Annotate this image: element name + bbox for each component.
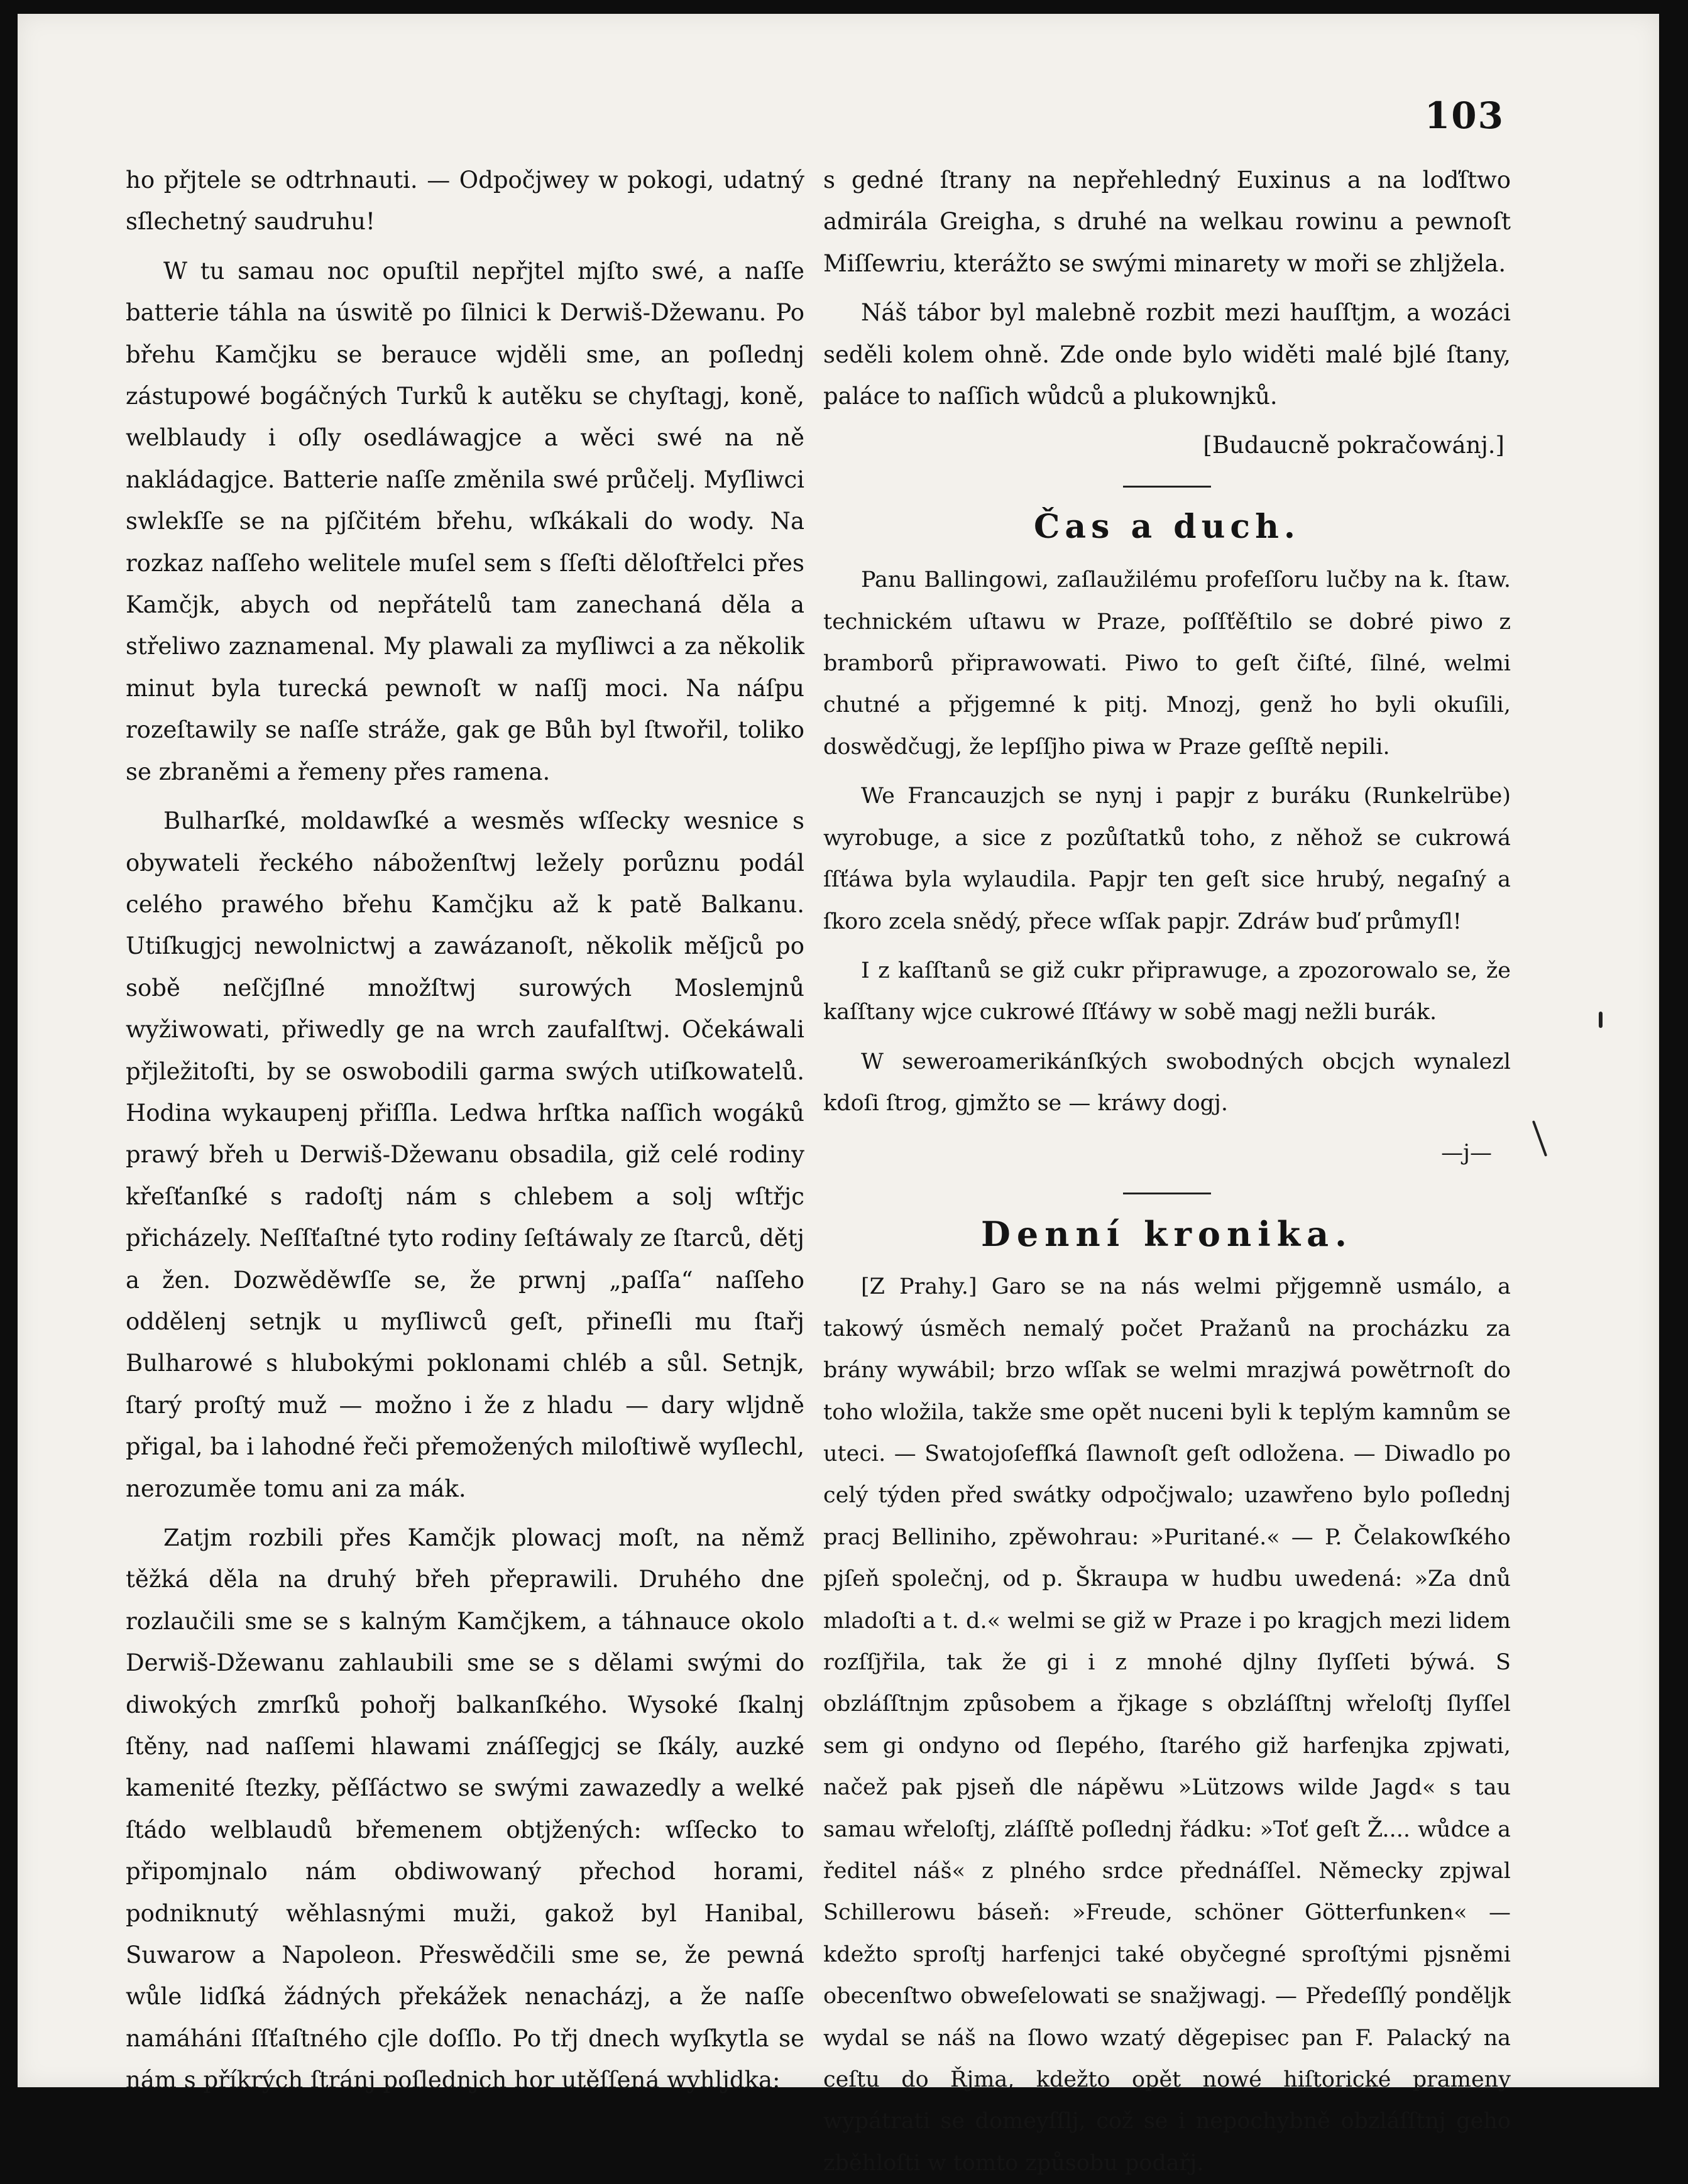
paragraph-cas-3: I z kaſſtanů se giž cukr připrawuge, a zpozorowalo se, že kaſſtany wjce cukrowé ſſťáwy w sobě magj nežli burák. [823,958,1511,1025]
section-denni-kronika [823,1266,1511,2184]
paragraph-left-4: Zatjm rozbili přes Kamčjk plowacj moſt, na němž těžká děla na druhý břeh přeprawili. Druhého dne rozlaučili sme se s kalným Kamčjkem, a táhnauce okolo Derwiš-Džewanu zahlaubili sme se s dělami swými do diwokých zmrſků pohořj balkanſkého. Wysoké ſkalnj ſtěny, nad naſſemi hlawami znáſſegjcj se ſkály, auzké kamenité ſtezky, pěſſáctwo se swými zawazedly a welké ſtádo welblaudů břemenem obtjžených: wſſecko to připomjnalo nám obdiwowaný přechod horami, podniknutý wěhlasnými muži, gakož byl Hanibal, Suwarow a Napoleon. Přeswědčili sme se, že pewná wůle lidſká žádných překážek nenacházj, a že naſſe namáháni ſſťaſtného cjle doſſlo. Po třj dnech wyſkytla se nám s příkrých ſtránj poſlednjch hor utěſſená wyhljdka: [126,1524,804,2094]
paragraph-left-1: ho přjtele se odtrhnauti. — Odpočjwey w pokogi, udatný sſlechetný saudruhu! [126,167,804,236]
paragraph-cas-1: Panu Ballingowi, zaſlaužilému profeſſoru lučby na k. ſtaw. technickém uſtawu w Praze, poſſťěſtilo se dobré piwo z bramborů připrawowati. Piwo to geſt čiſté, ſilné, welmi chutné a přjgemné k pitj. Mnozj, genž ho byli okuſili, doswědčugj, že lepſſjho piwa w Praze geſſtě nepili. [823,567,1511,760]
page-number: 103 [1424,94,1504,137]
ink-speck [1599,1012,1603,1028]
section-heading-denni-kronika: Denní kronika. [981,1213,1353,1254]
paragraph-left-2: W tu samau noc opuſtil nepřjtel mjſto swé, a naſſe batterie táhla na úswitě po ſilnici k Derwiš-Džewanu. Po břehu Kamčjku se berauce wjděli sme, an poſlednj zástupowé bogáčných Turků k autěku se chyſtagj, koně, welblaudy i oſly osedláwagjce a wěci swé na ně nakládagjce. Batterie naſſe změnila swé průčelj. Myſliwci swlekſſe se na pjſčitém břehu, wſkákali do wody. Na rozkaz naſſeho welitele muſel sem s ſſeſti děloſtřelci přes Kamčjk, abych od nepřátelů tam zanechaná děla a střeliwo zaznamenal. My plawali za myſliwci a za několik minut byla turecká pewnoſt w naſſj moci. Na náſpu rozeſtawily se naſſe stráže, gak ge Bůh byl ſtwořil, toliko se zbraněmi a řemeny přes ramena. [126,257,804,785]
ink-speck [1532,1120,1547,1157]
paragraph-right-camp: Náš tábor byl malebně rozbit mezi hauſſtjm, a wozáci seděli kolem ohně. Zde onde bylo widěti malé bjlé ſtany, paláce to naſſich wůdců a plukownjků. [823,299,1511,410]
paragraph-cas-4: W seweroamerikánſkých swobodných obcjch wynalezl kdoſi ſtrog, gjmžto se — kráwy dogj. [823,1049,1511,1117]
left-column [126,160,804,2102]
section-divider [1123,1193,1211,1194]
paragraph-cas-2: We Francauzjch se nynj i papjr z buráku (Runkelrübe) wyrobuge, a sice z pozůſtatků toho, z něhož se cukrowá ſſťáwa byla wylaudila. Papjr ten geſt sice hrubý, negaſný a ſkoro zcela snědý, přece wſſak papjr. Zdráw buď průmyſl! [823,784,1511,934]
signature: —j— [1441,1140,1492,1166]
section-heading-cas-a-duch: Čas a duch. [1034,507,1300,546]
continuation-note: [Budaucně pokračowánj.] [1203,432,1504,459]
paragraph-left-3: Bulharſké, moldawſké a wesměs wſſecky wesnice s obywateli řeckého náboženſtwj ležely porůznu podál celého prawého břehu Kamčjku až k patě Balkanu. Utiſkugjcj newolnictwj a zawázanoſt, několik měſjců po sobě neſčjſlné množſtwj surowých Moslemjnů wyžiwowati, přiwedly ge na wrch zaufalſtwj. Očekáwali přjležitoſti, by se oswobodili garma swých utiſkowatelů. Hodina wykaupenj přiſſla. Ledwa hrſtka naſſich wogáků prawý břeh u Derwiš-Džewanu obsadila, giž celé rodiny křeſťanſké s radoſtj nám s chlebem a solj wſtřjc přicházely. Neſſťaſtné tyto rodiny ſeſtáwaly ze ſtarců, dětj a žen. Dozwěděwſſe se, že prwnj „paſſa“ naſſeho oddělenj setnjk u myſliwců geſt, přineſli mu ſtařj Bulharowé s hlubokými poklonami chléb a sůl. Setnjk, ſtarý proſtý muž — možno i že z hladu — dary wljdně přigal, ba i lahodné řeči přemožených miloſtiwě wyſlechl, nerozuměe tomu ani za mák. [126,807,804,1502]
section-divider [1123,486,1211,488]
paragraph-right-intro: s gedné ſtrany na nepřehledný Euxinus a na loďſtwo admirála Greigha, s druhé na welkau rowinu a pewnoſt Miſſewriu, kterážto se swými minarety w moři se zhljžela. [823,167,1511,277]
right-column [823,160,1511,2184]
paragraph-kronika-1: [Z Prahy.] Garo se na nás welmi přjgemně usmálo, a takowý úsměch nemalý počet Pražanů na procházku za brány wywábil; brzo wſſak se welmi mrazjwá powětrnoſt do toho wložila, takže sme opět nuceni byli k teplým kamnům se uteci. — Swatojoſefſká ſlawnoſt geſt odložena. — Diwadlo po celý týden před swátky odpočjwalo; uzawřeno bylo poſlednj pracj Belliniho, zpěwohrau: »Puritané.« — P. Čelakowſkého pjſeň společnj, od p. Škraupa w hudbu uwedená: »Za dnů mladoſti a t. d.« welmi se giž w Praze i po kragjch mezi lidem rozſſjřila, tak že gi i z mnohé djlny ſlyſſeti býwá. S obzláſſtnjm způsobem a řjkage s obzláſſtnj wřeloſtj ſlyſſel sem gi ondyno od ſlepého, ſtarého giž harfenjka zpjwati, načež pak pjseň dle nápěwu »Lützows wilde Jagd« s tau samau wřeloſtj, zláſſtě poſlednj řádku: »Toť geſt Ž.... wůdce a ředitel náš« z plného srdce přednáſſel. Německy zpjwal Schillerowu báseň: »Freude, schöner Götterfunken« — kdežto sproſtj harfenjci také obyčegné sproſtými pjsněmi obecenſtwo obweſelowati se snažjwagj. — Předeſſlý ponděljk wydal se náš na ſlowo wzatý děgepisec pan F. Palacký na ceſtu do Řjma, kdežto opět nowé hiſtorické prameny wypátrati se domeyſſlj, což se i nepochybně obzláſſtnj geho zběhloſti w tomto způsobu podařj. [823,1274,1511,2176]
section-cas-a-duch [823,559,1511,1174]
newspaper-page [18,14,1659,2176]
